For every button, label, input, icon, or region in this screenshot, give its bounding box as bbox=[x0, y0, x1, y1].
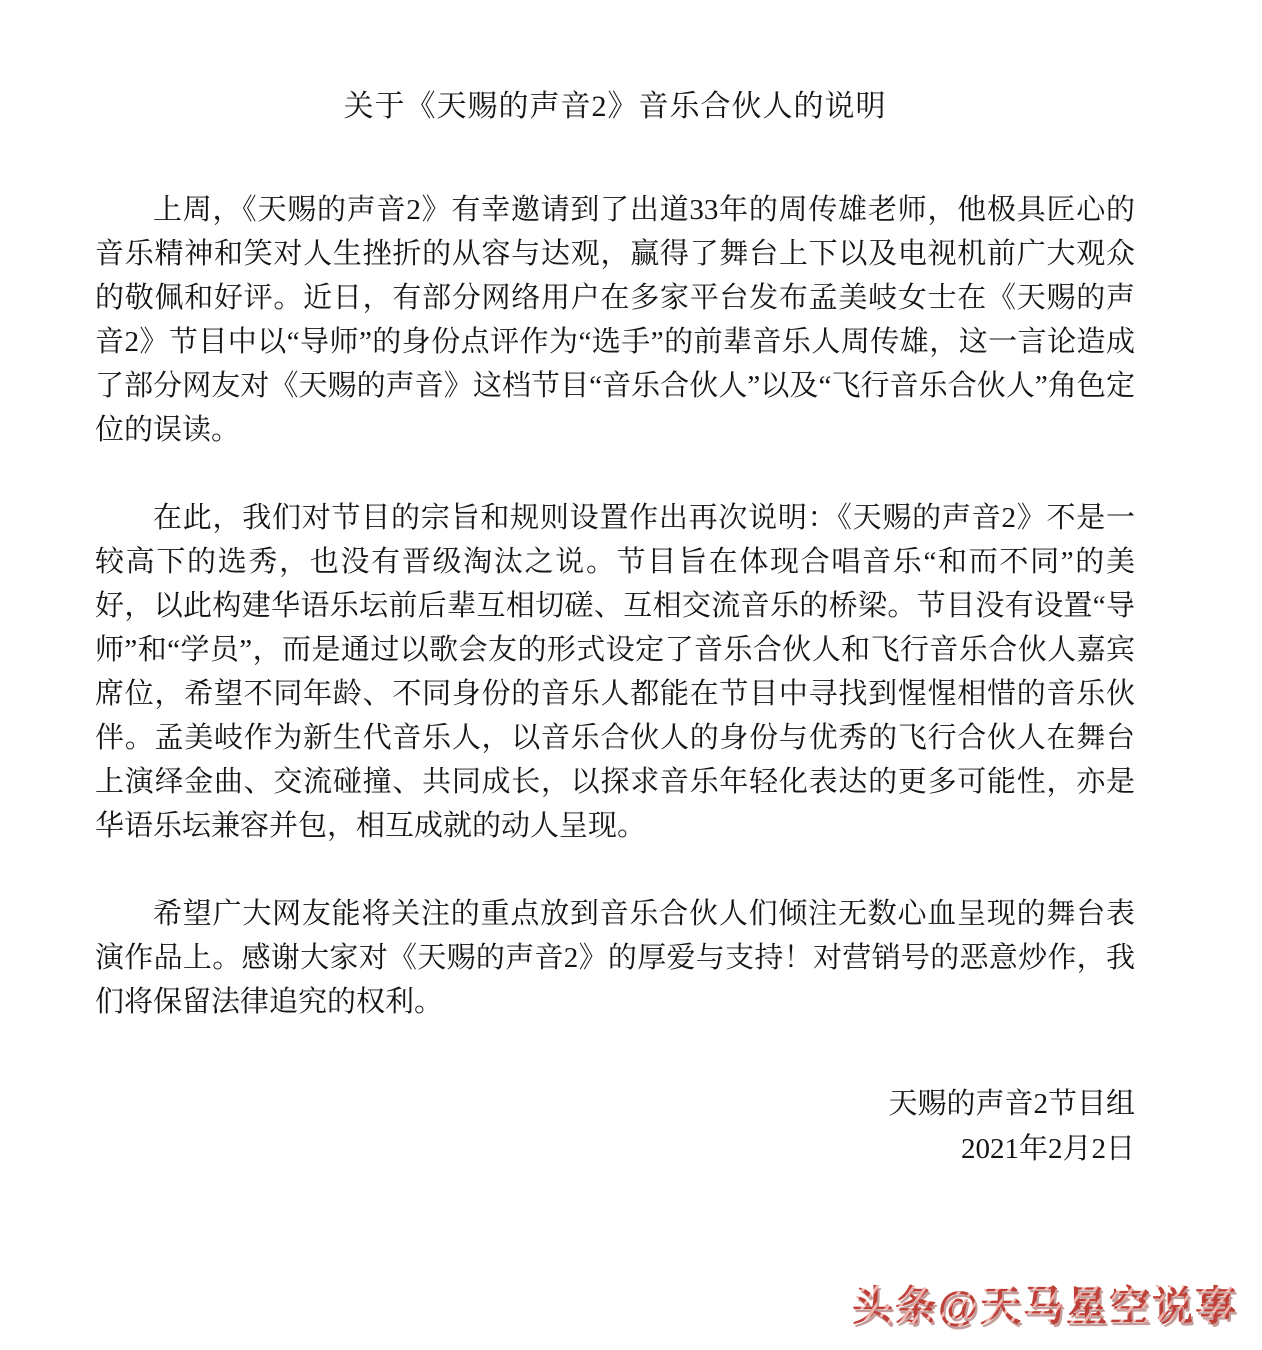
signature-block bbox=[95, 1082, 1135, 1172]
toutiao-watermark: 头条@天马星空说事 bbox=[852, 1273, 1238, 1332]
signature-organization: 天赐的声音2节目组 bbox=[888, 1088, 1135, 1120]
statement-document bbox=[95, 85, 1135, 1172]
signature-date: 2021年2月2日 bbox=[960, 1133, 1135, 1165]
document-title: 关于《天赐的声音2》音乐合伙人的说明 bbox=[343, 90, 887, 123]
paragraph-appeal: 希望广大网友能将关注的重点放到音乐合伙人们倾注无数心血呈现的舞台表演作品上。感谢大家对《天赐的声音2》的厚爱与支持！对营销号的恶意炒作，我们将保留法律追究的权利。 bbox=[95, 898, 1135, 1018]
paragraph-intro: 上周，《天赐的声音2》有幸邀请到了出道33年的周传雄老师，他极具匠心的音乐精神和笑对人生挫折的从容与达观，赢得了舞台上下以及电视机前广大观众的敬佩和好评。近日，有部分网络用户在多家平台发布孟美岐女士在《天赐的声音2》节目中以“导师”的身份点评作为“选手”的前辈音乐人周传雄，这一言论造成了部分网友对《天赐的声音》这档节目“音乐合伙人”以及“飞行音乐合伙人”角色定位的误读。 bbox=[95, 194, 1135, 446]
paragraph-explanation: 在此，我们对节目的宗旨和规则设置作出再次说明：《天赐的声音2》不是一较高下的选秀，也没有晋级淘汰之说。节目旨在体现合唱音乐“和而不同”的美好，以此构建华语乐坛前后辈互相切磋、互相交流音乐的桥梁。节目没有设置“导师”和“学员”，而是通过以歌会友的形式设定了音乐合伙人和飞行音乐合伙人嘉宾席位，希望不同年龄、不同身份的音乐人都能在节目中寻找到惺惺相惜的音乐伙伴。孟美岐作为新生代音乐人，以音乐合伙人的身份与优秀的飞行合伙人在舞台上演绎金曲、交流碰撞、共同成长，以探求音乐年轻化表达的更多可能性，亦是华语乐坛兼容并包，相互成就的动人呈现。 bbox=[95, 502, 1135, 842]
